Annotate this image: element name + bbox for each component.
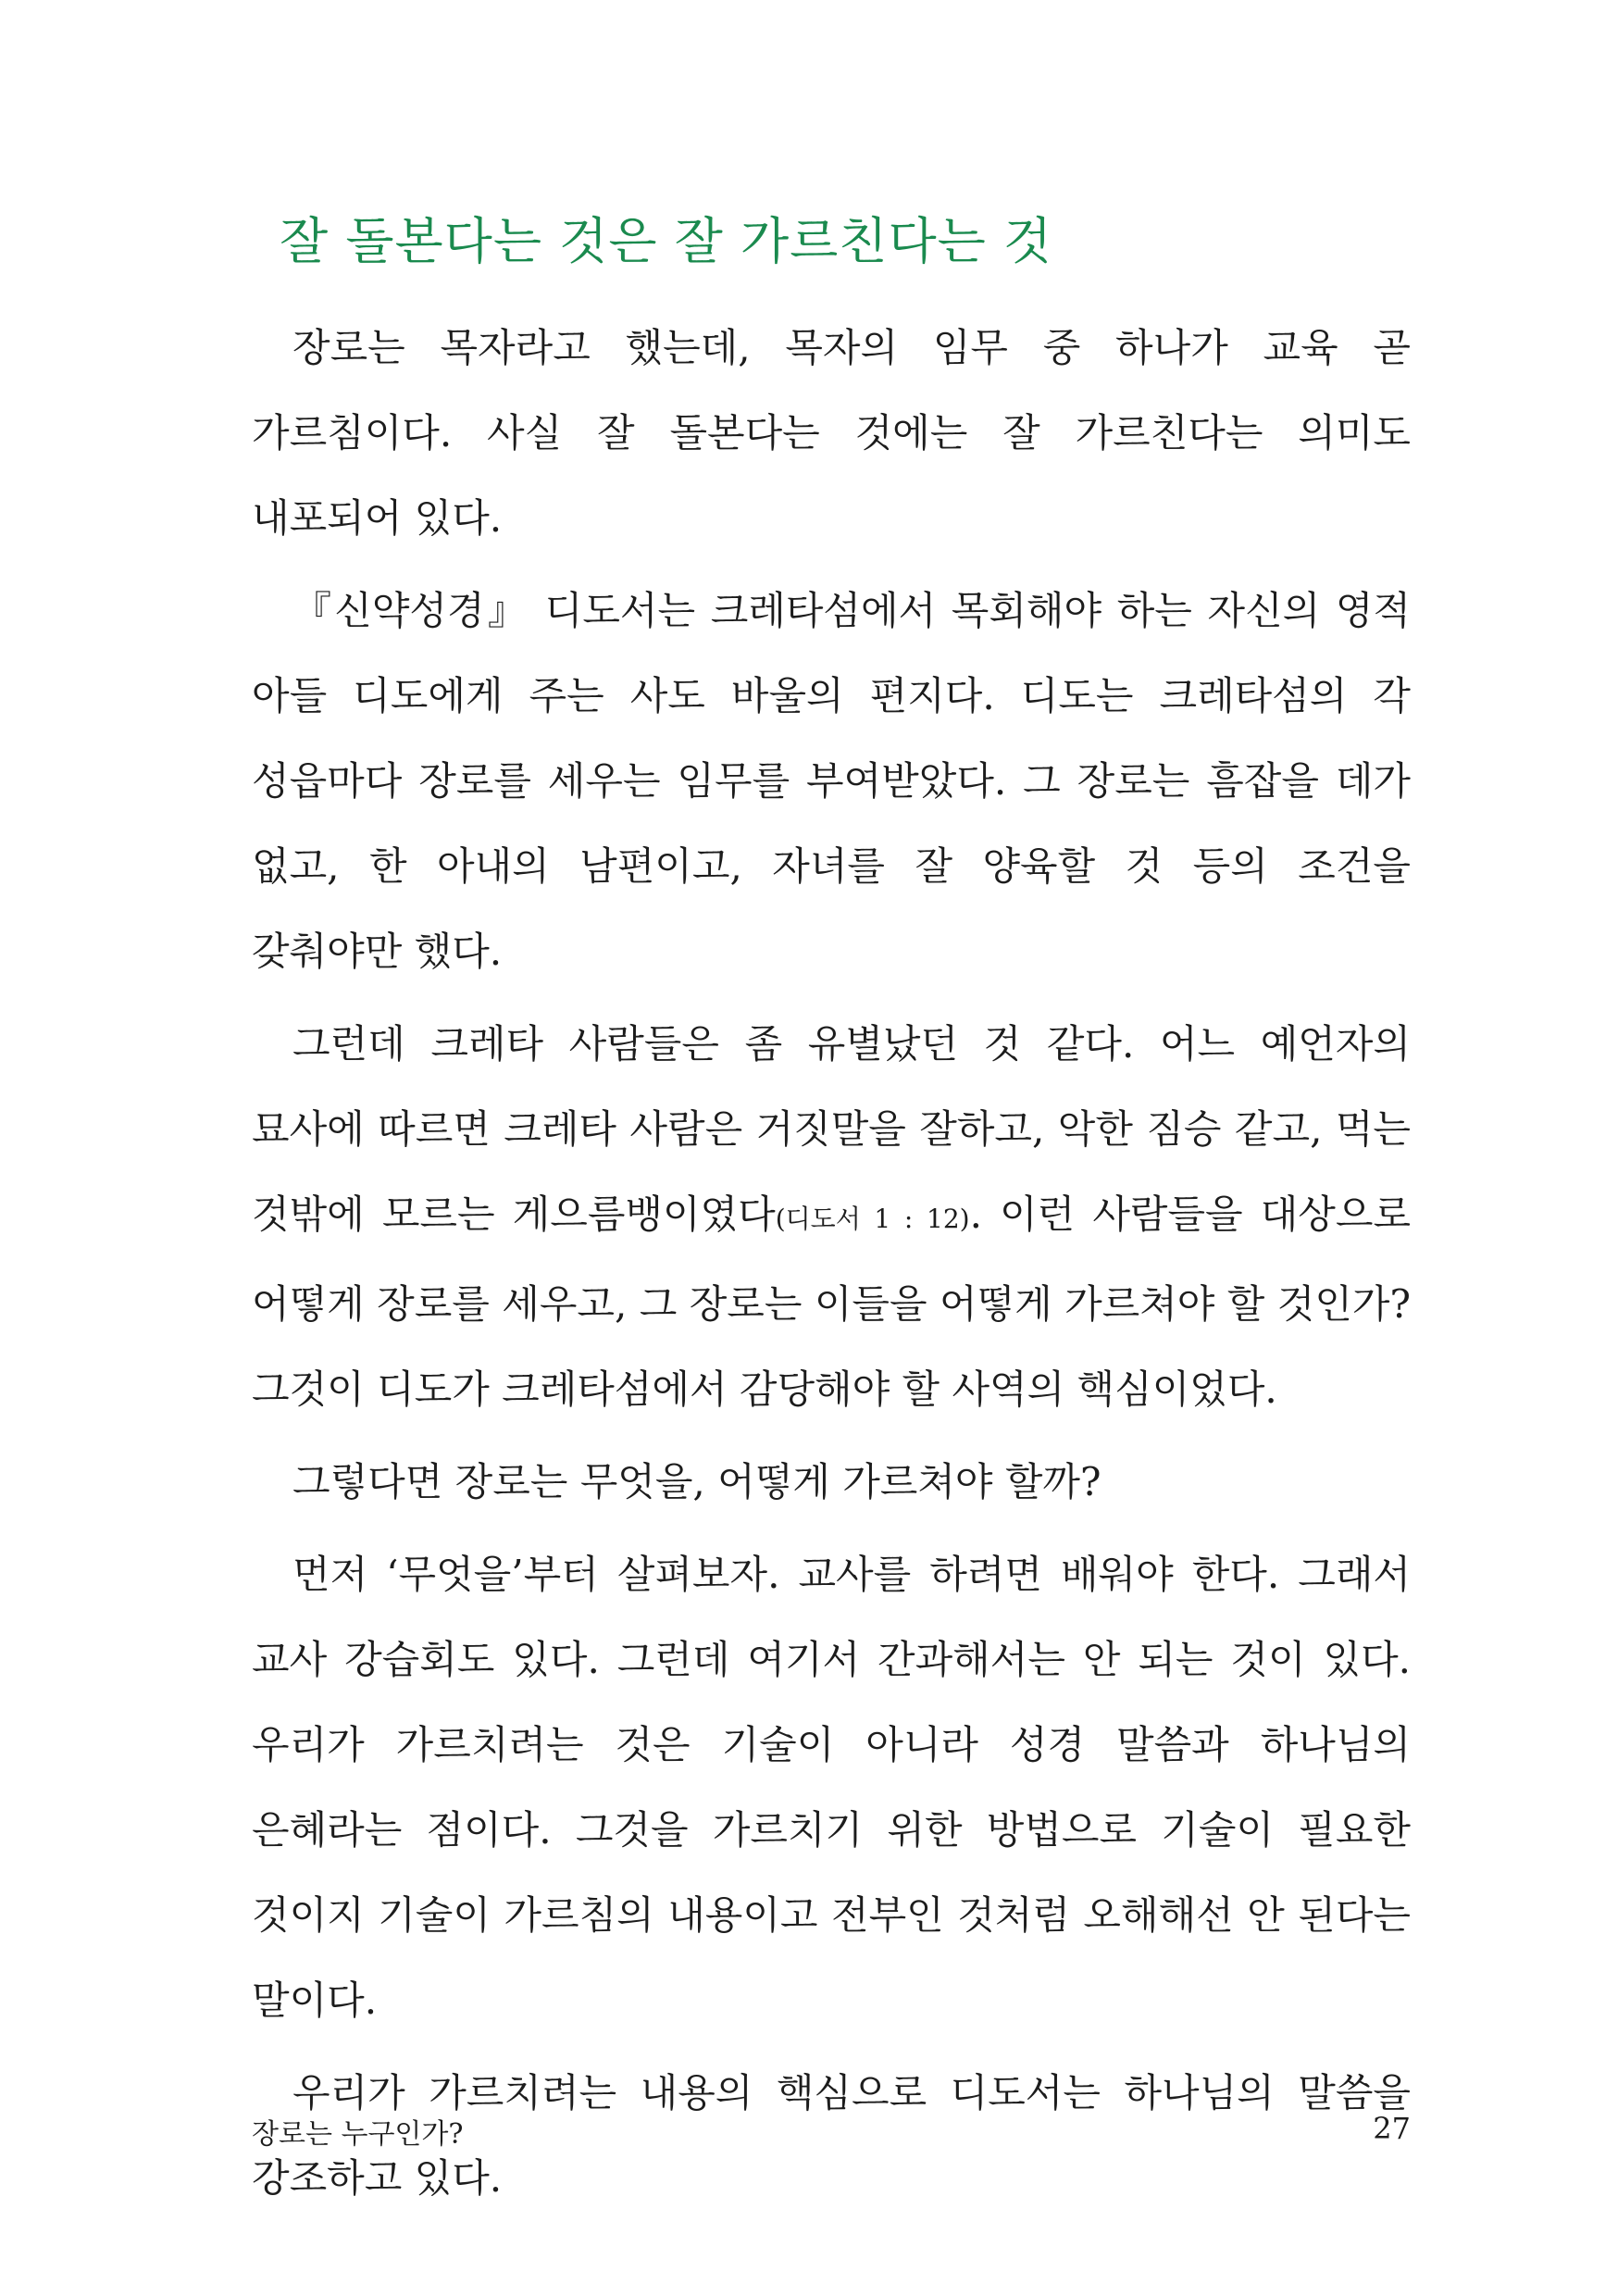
page-number: 27	[1373, 2111, 1411, 2146]
paragraph-3	[252, 1002, 1411, 1432]
paragraph-4: 그렇다면 장로는 무엇을, 어떻게 가르쳐야 할까?	[292, 1459, 1101, 1504]
paragraph-3-text-before: 그런데 크레타 사람들은 좀 유별났던 것 같다. 어느 예언자의 묘사에 따르면 크레타 사람은 거짓말을 잘하고, 악한 짐승 같고, 먹는 것밖에 모르는 게으름뱅이였다	[252, 1021, 1411, 1237]
paragraph-5: 먼저 ‘무엇을’부터 살펴보자. 교사를 하려면 배워야 한다. 그래서 교사 강습회도 있다. 그런데 여기서 간과해서는 안 되는 것이 있다. 우리가 가르치려는 것은 기술이 아니라 성경 말씀과 하나님의 은혜라는 점이다. 그것을 가르치기 위한 방법으로 기술이 필요한 것이지 기술이 가르침의 내용이고 전부인 것처럼 오해해선 안 된다는 말이다.	[252, 1552, 1411, 2023]
paragraph-1: 장로는 목자라고 했는데, 목자의 임무 중 하나가 교육 곧 가르침이다. 사실 잘 돌본다는 것에는 잘 가르친다는 의미도 내포되어 있다.	[252, 325, 1411, 541]
paragraph-2: 『신약성경』 디도서는 크레타섬에서 목회해야 하는 자신의 영적 아들 디도에게 주는 사도 바울의 편지다. 디도는 크레타섬의 각 성읍마다 장로를 세우는 임무를 부여받았다. 그 장로는 흠잡을 데가 없고, 한 아내의 남편이고, 자녀를 잘 양육할 것 등의 조건을 갖춰야만 했다.	[252, 588, 1411, 974]
bible-citation: (디도서 1 : 12)	[775, 1204, 970, 1234]
section-title: 잘 돌본다는 것은 잘 가르친다는 것	[280, 212, 1053, 270]
body-text	[252, 306, 1411, 2228]
running-footer-title: 장로는 누구인가?	[252, 2118, 464, 2151]
paragraph-6: 우리가 가르치려는 내용의 핵심으로 디도서는 하나님의 말씀을 강조하고 있다.	[252, 2070, 1411, 2201]
paragraph-3-text-after: . 이런 사람들을 대상으로 어떻게 장로를 세우고, 그 장로는 이들을 어떻게 가르쳐야 할 것인가? 그것이 디도가 크레타섬에서 감당해야 할 사역의 핵심이었다.	[252, 1192, 1412, 1412]
